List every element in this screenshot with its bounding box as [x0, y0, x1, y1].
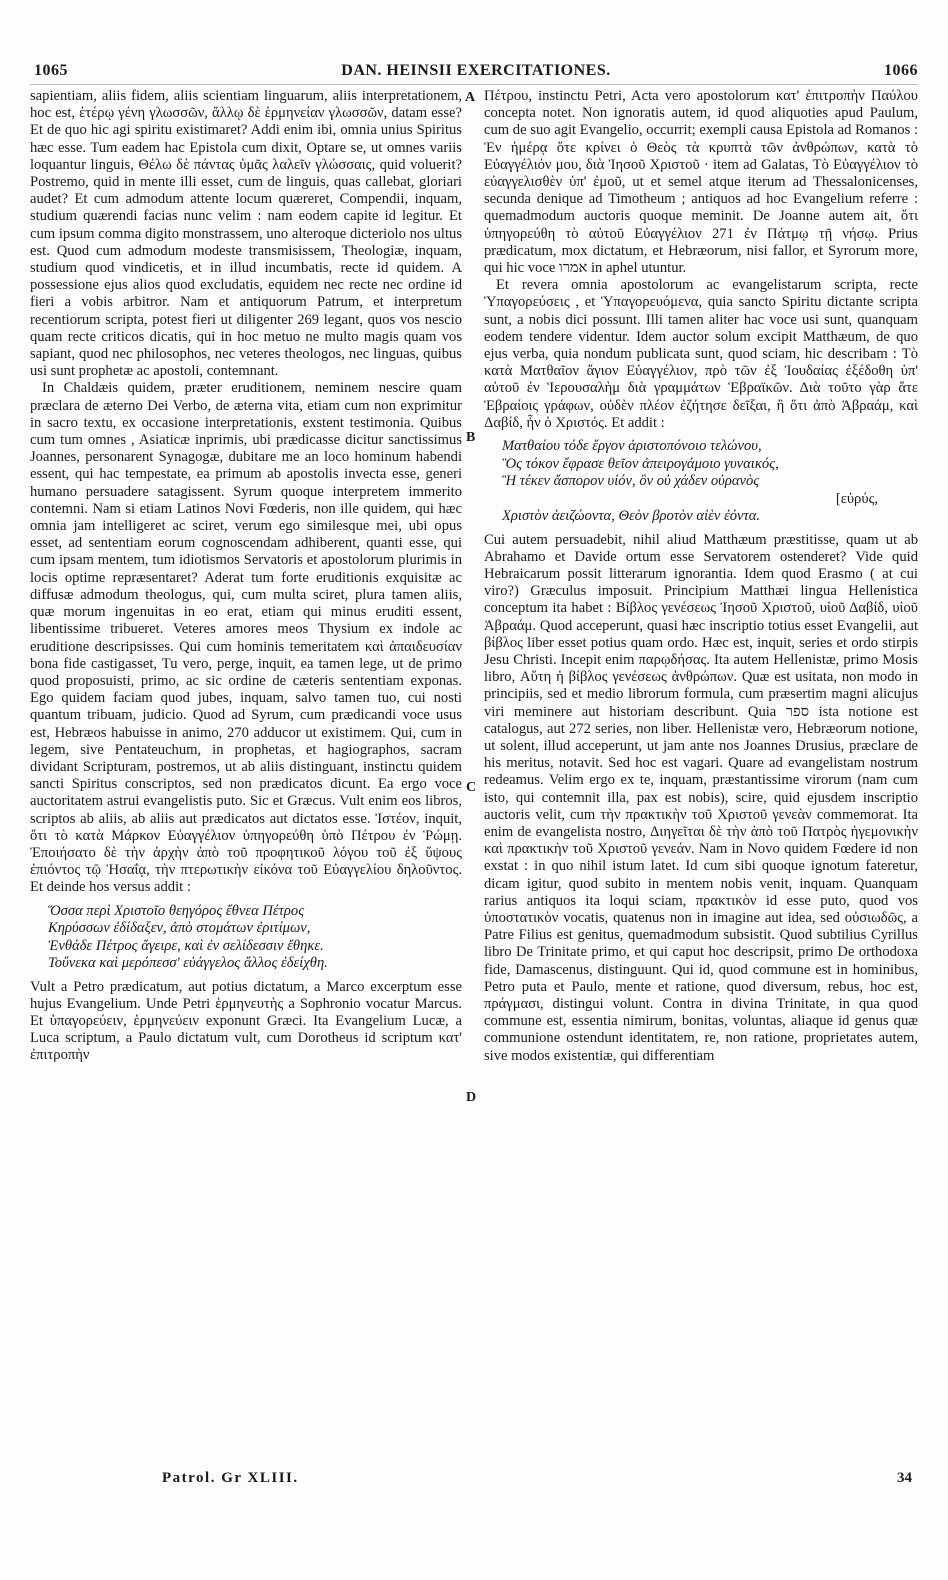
left-paragraph-3: Vult a Petro prædicatum, aut potius dictatum, a Marco excerptum esse hujus Evangelium. Unde Petri ἑρμηνευτὴς a Sophronio vocatur Marcus. Et ὑπαγορεύειν, ἑρμηνεύειν exponunt Græci. Ita Evangelium Lucæ, a Luca scriptum, a Paulo dictatum vult, cum Dorotheus id scriptum κατ' ἐπιτροπὴν: [30, 978, 462, 1064]
verse-line: Τοὔνεκα καὶ μερόπεσσ' εὐάγγελος ἄλλος ἐδείχθη.: [48, 955, 328, 972]
verse-line: Ὅσσα περὶ Χριστοῖο θεηγόρος ἔθνεα Πέτρος: [48, 902, 305, 919]
page-number-left: 1065: [34, 62, 68, 79]
page-header: [34, 62, 918, 84]
right-paragraph-3: Cui autem persuadebit, nihil aliud Matthæum præstitisse, quam ut ab Abrahamo et Davide ortum esse Servatorem ostenderet? Vide quid Hebraicarum possit litterarum ignorantia. Idem quod Erasmo ( at cui viro?) Græculus imposuit. Principium Matthæi lingua Hellenistica conceptum ita habet : Βίβλος γενέσεως Ἰησοῦ Χριστοῦ, υἱοῦ Δαβίδ, υἱοῦ Ἀβραάμ. Quod acceperunt, quasi hæc inscriptio totius esset Evangelii, aut βίβλος liber esset potius quam ordo. Hæc est, inquit, series et ordo stirpis Jesu Christi. Incepit enim παρῳδήσας. Ita autem Hellenistæ, primo Mosis libro, Αὕτη ἡ βίβλος γενέσεως ἀνθρώπων. Quæ est usitata, non modo in principiis, sed et medio librorum formula, cum præsertim magni alicujus viri meminere aut historiam describunt. Quia ספר ista notione est catalogus, aut 272 series, non liber. Hellenistæ vero, Hebræorum notione, ut solent, illud acceperunt, ut jam ante nos Joannes Drusius, præclare de his meritus, notavit. Sed hoc est vagari. Quare ad evangelistam nostrum redeamus. Velim ergo ex te, inquam, præstantissime virorum (nam cum isto, qui contemnit illa, pax est nobis), scire, quid ejusdem inscriptio auctoris velit, cum τὴν πρακτικὴν τοῦ Χριστοῦ γενεὰν commemorat. Ita enim de evangelista nostro, Διηγεῖται δὲ τὴν ἀπὸ τοῦ Πατρὸς ἡγεμονικὴν καὶ πρακτικὴν τοῦ Χριστοῦ γενεάν. Nam in Novo quidem Fœdere id non exstat : in quo nihil istum latet. Id cum sibi quoque ignotum fateretur, dicam igitur, quod subito in mentem nobis venit, inquam. Quanquam rarius antiquos ita loqui sciam, πρακτικὸν id esse puto, quod vos ὑποστατικὸν vocatis, quatenus non in imagine aut idea, sed οὐσιωδῶς, a Patre Filius est genitus, quemadmodum subsistit. Quod subtilius Cyrillus libro De Trinitate primo, et qui caput hoc descripsit, primo De orthodoxa fide, Damascenus, distinguunt. Qui id, quod commune est in hominibus, Petro puta et Paulo, mente et ratione, quod diversum, rebus, hoc est, πράγμασι, distingui volunt. Contra in divina Trinitate, in qua quod commune est, essentia nimirum, bonitas, voluntas, aliaque id genus quæ communione ostendunt identitatem, re, non ratione, proprietates autem, sive modos existentiæ, qui differentiam: [484, 531, 918, 1064]
signature-mark: Patrol. Gr XLIII.: [162, 1470, 299, 1486]
right-paragraph-1: Πέτρου, instinctu Petri, Acta vero apostolorum κατ' ἐπιτροπὴν Παύλου concepta notet. Non ignoratis autem, id quod aliquoties apud Paulum, cum de suo agit Evangelio, occurrit; exempli causa Epistola ad Romanos : Ἐν ἡμέρᾳ ὅτε κρίνει ὁ Θεὸς τὰ κρυπτὰ τῶν ἀνθρώπων, κατὰ τὸ Εὐαγγέλιόν μου, διὰ Ἰησοῦ Χριστοῦ · item ad Galatas, Τὸ Εὐαγγέλιον τὸ εὐαγγελισθὲν ὑπ' ἐμοῦ, ut et semel atque iterum ad Thessalonicenses, secunda denique ad Timotheum ; antiquos ad hoc Evangelium referre : quemadmodum auctoris quoque meminit. De Joanne autem ait, ὅτι ὑπηγορεύθη τὸ αὐτοῦ Εὐαγγέλιον 271 ἐν Πάτμῳ τῇ νήσῳ. Prius prædicatum, mox dictatum, et Hebræorum, nisi fallor, et Syrorum more, qui hic voce אמרו in aphel utuntur.: [484, 88, 918, 277]
verse-line-continuation: [εὐρύς,: [835, 490, 878, 507]
verse-line: Ἣ τέκεν ἄσπορον υἱόν, ὃν οὐ χάδεν οὐρανὸς: [502, 473, 760, 490]
sheet-mark: 34: [897, 1470, 912, 1486]
verse-line: Ματθαίου τόδε ἔργον ἀριστοπόνοιο τελώνου,: [502, 438, 762, 455]
header-rule: [30, 84, 918, 85]
page-footer: [30, 1470, 918, 1496]
margin-letter-b: B: [466, 430, 476, 445]
margin-letter-a: A: [465, 90, 476, 105]
left-paragraph-1: sapientiam, aliis fidem, aliis scientiam linguarum, aliis interpretationem, hoc est, ἑτέρῳ γένη γλωσσῶν, ἄλλῳ δὲ ἑρμηνείαν γλωσσῶν, datam esse? Et de quo hic agi spiritu existimaret? Addi enim ibi, omnia unius Spiritus hæc esse. Tum eadem hac Epistola cum dixit, Optare se, ut omnes variis loquantur linguis, Θέλω δὲ πάντας ὑμᾶς λαλεῖν γλώσσαις, quid voluerit? Postremo, quid in mente illi esset, cum de linguis, quas callebat, gloriari audet? Et cum admodum attente locum quæreret, Compendii, inquam, studium quærendi facias nunc velim : nam eodem capite id legitur. Et cum ipsum comma digito monstrassem, uno alteroque dicteriolo nos ultus est. Quod cum admodum modeste transmisissem, Theologiæ, inquam, studium quod vindicetis, et in illud incumbatis, recte id quidem. A possessione ejus alios quod excludatis, equidem nec recte nec ordine id fieri a vobis arbitror. Nam et antiquorum Patrum, et interpretum recentiorum scripta, potest fieri ut diligenter 269 legant, quos vos nescio quam recte criticos dicatis, qui in hoc metuo ne multo magis quam vos sapiant, quod nec philosophos, nec veteres theologos, nec linguas, quibus usi sunt prophetæ ac apostoli, contemnant.: [30, 88, 462, 380]
page-number-right: 1066: [884, 62, 918, 79]
left-verse: [48, 903, 462, 973]
verse-line: Ὃς τόκον ἔφρασε θεῖον ἀπειρογάμοιο γυναικός,: [502, 455, 779, 472]
verse-line: Χριστὸν ἀειζώοντα, Θεὸν βροτὸν αἰὲν ἐόντα.: [502, 508, 761, 525]
running-title: DAN. HEINSII EXERCITATIONES.: [341, 62, 611, 79]
margin-letter-c: C: [466, 780, 477, 795]
verse-line: Κηρύσσων ἐδίδαξεν, ἀπὸ στομάτων ἐριτίμων,: [48, 920, 311, 937]
right-column: [484, 88, 918, 1482]
margin-letter-d: D: [466, 1090, 477, 1105]
left-paragraph-2: In Chaldæis quidem, præter eruditionem, neminem nescire quam præclara de æterno Dei Verbo, de æterna vita, etiam cum non exprimitur in sacro textu, ex occasione interpretationis, exstent testimonia. Quibus cum tum omnes , Asiaticæ inprimis, ubi prædicasse dicitur sanctissimus Joannes, personarent Synagogæ, dubitare me an loco hominum habendi essent, qui hac tempestate, ea primum ab apostolis invecta esse, generi humano persuadere satagissent. Syrum quoque interpretem immerito contemni. Nam si etiam Latinos Novi Fœderis, non ille quidem, qui hæc omnia jam intelligeret ac sciret, verum ego similesque mei, ubi opus esset, ad sententiam eorum cognoscendam adhiberent, quanti esse, qui cum ipsam mentem, tum idiotismos Servatoris et apostolorum plurimis in locis optime repræsentaret? Aderat tum forte eruditionis exquisitæ ac diffusæ admodum theologus, qui, cum multa sciret, plura tamen aliis, quæ morum ingenuitas in eo erat, etiam qui minus eruditi essent, libentissime tribueret. Veteres amores meos Thysium ex indole ac eruditione descripsisses. Qui cum hominis temeritatem καὶ ἀπαιδευσίαν bona fide castigasset, Tu vero, perge, inquit, ea tamen lege, ut de primo quod proposuisti, primo, ac sic ordine de cæteris sententiam exponas. Ego quidem faciam quod jubes, inquam, salvo tamen tuo, cui nosti quantum tribuam, judicio. Quod ad Syrum, cum prædicandi voce usus est, Hebræos habuisse in animo, 270 adducor ut existimem. Qui, cum in legem, sive Pentateuchum, in prophetas, et hagiographos, sacram dividant Scripturam, postremos, ut ab aliis distinguant, instinctu quidem sancti Spiritus conscriptos, sed non prædicatos dicunt. Ea ergo voce auctoritatem astrui evangelistis puto. Sic et Græcus. Vult enim eos libros, scriptos ab aliis, ab aliis aut prædicatos aut dictatos esse. Ἰστέον, inquit, ὅτι τὸ κατὰ Μάρκον Εὐαγγέλιον ὑπηγορεύθη ὑπὸ Πέτρου ἐν Ῥώμῃ. Ἐποιήσατο δὲ τὴν ἀρχὴν ἀπὸ τοῦ προφητικοῦ λόγου τοῦ ἐξ ὕψους ἐπιόντος τῷ Ἡσαΐᾳ, τὴν πτερωτικὴν εἰκόνα τοῦ Εὐαγγελίου δηλοῦντος. Et deinde hos versus addit :: [30, 380, 462, 896]
right-paragraph-2: Et revera omnia apostolorum ac evangelistarum scripta, recte Ὑπαγορεύσεις , et Ὑπαγορευόμενα, quia sancto Spiritu dictante scripta sunt, a nobis dici possunt. Illi tamen aliter hac voce usi sunt, quanquam eodem tendere videntur. Idem auctor solum excipit Matthæum, de quo ejus verba, quia nondum publicata sunt, quod sciam, hic describam : Τὸ κατὰ Ματθαῖον ἅγιον Εὐαγγέλιον, πρὸ τῶν ἐξ Ἰουδαίας ἐξέδοθη ὑπ' αὐτοῦ ἐν Ἱερουσαλὴμ διὰ γραμμάτων Ἑβραϊκῶν. Διὰ τοῦτο γὰρ ἅτε Ἑβραίοις γράφων, οὐδὲν πλέον ἐζήτησε δεῖξαι, ἢ ὅτι ἀπὸ Ἀβραάμ, καὶ Δαβίδ, ἦν ὁ Χριστός. Et addit :: [484, 277, 918, 431]
left-column: [30, 88, 462, 1482]
right-verse: [502, 438, 918, 526]
verse-line: Ἐνθάδε Πέτρος ἄγειρε, καὶ ἐν σελίδεσσιν ἔθηκε.: [48, 937, 324, 954]
